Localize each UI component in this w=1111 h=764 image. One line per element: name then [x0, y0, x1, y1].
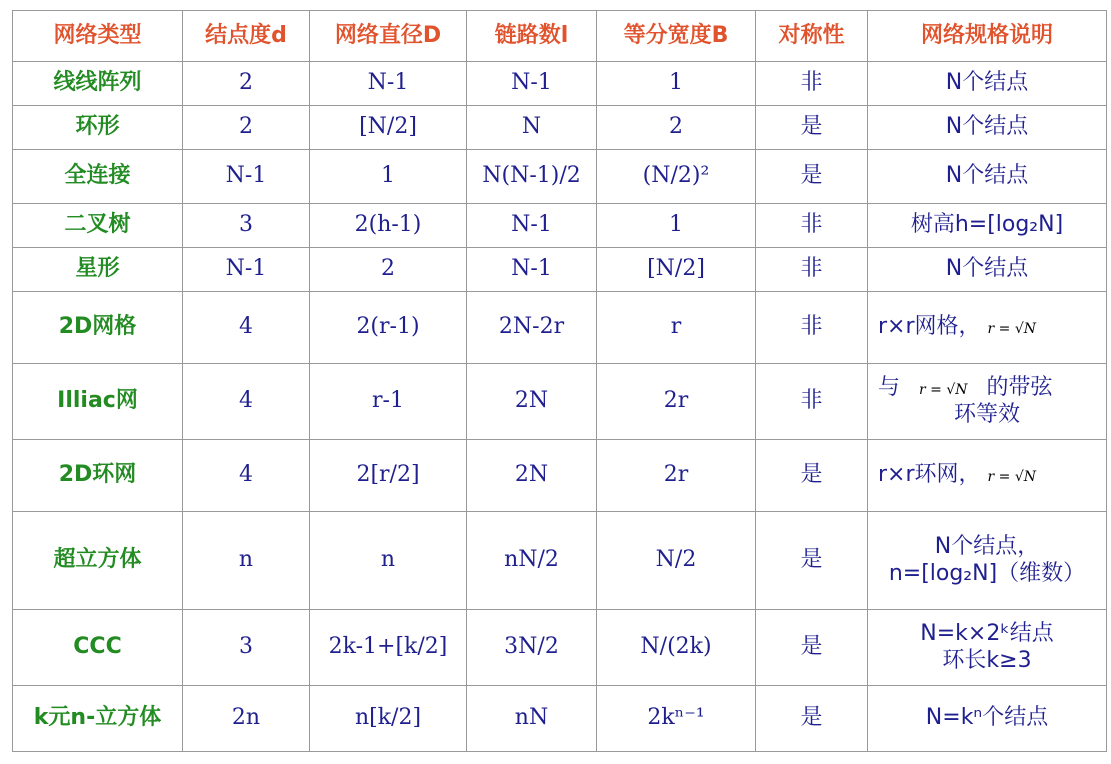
links-cell: N	[467, 106, 597, 150]
links-cell: 2N-2r	[467, 292, 597, 364]
description-cell	[868, 292, 1107, 364]
bisection-cell: (N/2)²	[597, 150, 756, 204]
symmetry-cell: 非	[756, 292, 868, 364]
diameter-cell: 2	[310, 248, 467, 292]
bisection-cell: 2r	[597, 364, 756, 440]
diameter-cell: 2k-1+[k/2]	[310, 610, 467, 686]
network-properties-table	[12, 10, 1107, 752]
links-cell: N(N-1)/2	[467, 150, 597, 204]
symmetry-cell: 非	[756, 204, 868, 248]
bisection-cell: [N/2]	[597, 248, 756, 292]
network-type-cell: 超立方体	[13, 512, 183, 610]
bisection-cell: N/2	[597, 512, 756, 610]
description-text: N个结点，	[934, 534, 1040, 560]
description-cell: N个结点	[868, 248, 1107, 292]
formula-r-sqrt-n: r = √N	[919, 382, 968, 399]
bisection-cell: 2r	[597, 440, 756, 512]
table-row	[13, 440, 1107, 512]
header-row	[13, 11, 1107, 62]
symmetry-cell: 是	[756, 686, 868, 752]
symmetry-cell: 非	[756, 248, 868, 292]
links-cell: 2N	[467, 440, 597, 512]
description-cell: N个结点	[868, 150, 1107, 204]
formula-r-sqrt-n: r = √N	[987, 321, 1037, 338]
links-cell: 3N/2	[467, 610, 597, 686]
table-row	[13, 150, 1107, 204]
degree-cell: 2n	[183, 686, 310, 752]
network-type-cell: 2D环网	[13, 440, 183, 512]
description-cell: N=kⁿ个结点	[868, 686, 1107, 752]
description-cell: N个结点	[868, 62, 1107, 106]
links-cell: 2N	[467, 364, 597, 440]
network-type-cell: k元n-立方体	[13, 686, 183, 752]
bisection-cell: 1	[597, 62, 756, 106]
description-cell	[868, 610, 1107, 686]
degree-cell: n	[183, 512, 310, 610]
table-row	[13, 106, 1107, 150]
degree-cell: 2	[183, 106, 310, 150]
formula-r-sqrt-n: r = √N	[987, 469, 1037, 486]
bisection-cell: 2kⁿ⁻¹	[597, 686, 756, 752]
network-type-cell: CCC	[13, 610, 183, 686]
description-text-3: 环等效	[953, 401, 1020, 427]
diameter-cell: n	[310, 512, 467, 610]
table-row	[13, 686, 1107, 752]
diameter-cell: n[k/2]	[310, 686, 467, 752]
links-cell: nN	[467, 686, 597, 752]
description-cell	[868, 364, 1107, 440]
description-text: 与	[878, 375, 901, 401]
description-text-2: 的带弦	[986, 375, 1053, 401]
network-type-cell: 2D网格	[13, 292, 183, 364]
diameter-cell: N-1	[310, 62, 467, 106]
bisection-cell: r	[597, 292, 756, 364]
network-type-cell: 星形	[13, 248, 183, 292]
header-link-count: 链路数l	[467, 11, 597, 62]
table-row	[13, 292, 1107, 364]
degree-cell: N-1	[183, 150, 310, 204]
network-type-cell: 全连接	[13, 150, 183, 204]
header-bisection-width: 等分宽度B	[597, 11, 756, 62]
diameter-cell: 2(r-1)	[310, 292, 467, 364]
symmetry-cell: 非	[756, 364, 868, 440]
links-cell: N-1	[467, 248, 597, 292]
symmetry-cell: 是	[756, 512, 868, 610]
network-type-cell: 线线阵列	[13, 62, 183, 106]
description-text-2: n=[log₂N]（维数）	[888, 560, 1086, 586]
description-text: r×r网格，	[878, 314, 981, 340]
links-cell: nN/2	[467, 512, 597, 610]
symmetry-cell: 是	[756, 150, 868, 204]
links-cell: N-1	[467, 204, 597, 248]
diameter-cell: 2[r/2]	[310, 440, 467, 512]
links-cell: N-1	[467, 62, 597, 106]
description-cell: N个结点	[868, 106, 1107, 150]
header-symmetry: 对称性	[756, 11, 868, 62]
table-row	[13, 248, 1107, 292]
degree-cell: 4	[183, 292, 310, 364]
symmetry-cell: 是	[756, 440, 868, 512]
degree-cell: 4	[183, 364, 310, 440]
table-row	[13, 610, 1107, 686]
bisection-cell: 1	[597, 204, 756, 248]
table-row	[13, 364, 1107, 440]
table-row	[13, 512, 1107, 610]
bisection-cell: N/(2k)	[597, 610, 756, 686]
description-text: r×r环网，	[878, 462, 981, 488]
description-cell	[868, 440, 1107, 512]
diameter-cell: [N/2]	[310, 106, 467, 150]
header-network-type: 网络类型	[13, 11, 183, 62]
degree-cell: 4	[183, 440, 310, 512]
degree-cell: 3	[183, 204, 310, 248]
bisection-cell: 2	[597, 106, 756, 150]
network-type-cell: 环形	[13, 106, 183, 150]
degree-cell: N-1	[183, 248, 310, 292]
description-cell: 树高h=[log₂N]	[868, 204, 1107, 248]
header-node-degree: 结点度d	[183, 11, 310, 62]
table-row	[13, 204, 1107, 248]
degree-cell: 3	[183, 610, 310, 686]
network-type-cell: 二叉树	[13, 204, 183, 248]
degree-cell: 2	[183, 62, 310, 106]
description-text-2: 环长k≥3	[942, 647, 1032, 673]
description-cell	[868, 512, 1107, 610]
network-type-cell: Illiac网	[13, 364, 183, 440]
diameter-cell: r-1	[310, 364, 467, 440]
diameter-cell: 1	[310, 150, 467, 204]
description-text: N=k×2ᵏ结点	[920, 621, 1054, 647]
header-spec-description: 网络规格说明	[868, 11, 1107, 62]
symmetry-cell: 是	[756, 610, 868, 686]
symmetry-cell: 非	[756, 62, 868, 106]
diameter-cell: 2(h-1)	[310, 204, 467, 248]
symmetry-cell: 是	[756, 106, 868, 150]
header-network-diameter: 网络直径D	[310, 11, 467, 62]
table-row	[13, 62, 1107, 106]
